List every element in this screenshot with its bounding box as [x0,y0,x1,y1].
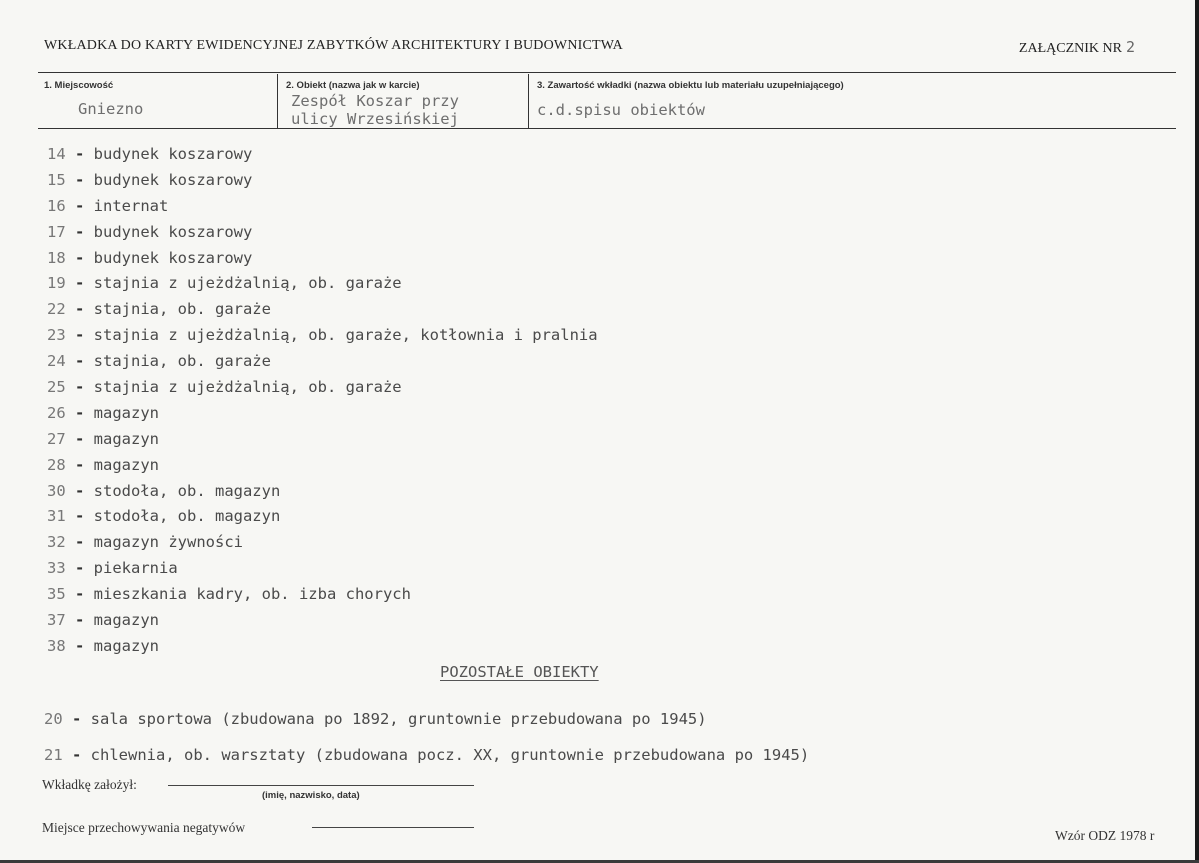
dash-separator: - [65,196,94,215]
object-list [47,142,598,660]
dash-separator: - [65,145,94,163]
object-description: magazyn [93,403,159,422]
dash-separator: - [65,300,94,319]
field-divider-1 [277,74,278,128]
object-label: 2. Obiekt (nazwa jak w karcie) [286,80,420,91]
dash-separator: - [65,403,94,422]
object-description: magazyn [93,455,159,474]
negatives-line [312,827,474,828]
object-description: stajnia z ujeżdżalnią, ob. garaże, kotłownia i pralnia [93,326,598,345]
list-item [47,479,598,505]
dash-separator: - [62,710,91,728]
content-value: c.d.spisu obiektów [537,101,705,119]
object-description: budynek koszarowy [93,222,253,241]
object-number: 31 [47,507,66,526]
other-objects-list [44,701,809,773]
header-bottom-rule [38,128,1176,129]
object-description: budynek koszarowy [93,248,253,267]
list-item [47,297,598,323]
object-description: stajnia z ujeżdżalnią, ob. garaże [93,274,402,293]
dash-separator: - [65,507,94,526]
list-item [47,556,598,582]
dash-separator: - [65,533,94,552]
list-item [47,375,598,401]
object-number: 23 [47,326,66,345]
created-by-line [168,785,474,786]
dash-separator: - [65,248,94,267]
object-number: 18 [47,248,66,267]
object-number: 21 [44,746,63,764]
object-number: 37 [47,611,66,630]
list-item [47,453,598,479]
dash-separator: - [65,222,94,241]
object-value-line2: ulicy Wrzesińskiej [291,110,459,128]
list-item [47,142,598,168]
dash-separator: - [62,746,91,764]
list-item [47,504,598,530]
object-number: 16 [47,196,66,215]
dash-separator: - [65,352,94,371]
object-number: 38 [47,636,66,655]
other-objects-title: POZOSTAŁE OBIEKTY [440,663,599,681]
object-number: 26 [47,403,66,422]
list-item [47,168,598,194]
field-divider-2 [528,74,529,128]
content-label: 3. Zawartość wkładki (nazwa obiektu lub materiału uzupełniającego) [537,80,844,91]
object-number: 30 [47,481,66,500]
dash-separator: - [65,611,94,630]
negatives-label: Miejsce przechowywania negatywów [42,820,246,835]
object-description: stajnia, ob. garaże [93,352,271,371]
annex-label [1019,38,1135,57]
created-by-hint: (imię, nazwisko, data) [262,790,360,801]
dash-separator: - [65,326,94,345]
object-description: stajnia z ujeżdżalnią, ob. garaże [93,378,402,397]
card-title: WKŁADKA DO KARTY EWIDENCYJNEJ ZABYTKÓW ARCHITEKTURY I BUDOWNICTWA [44,38,623,53]
list-item [47,582,598,608]
object-description: sala sportowa (zbudowana po 1892, gruntownie przebudowana po 1945) [90,710,707,728]
location-value: Gniezno [78,100,144,118]
list-item [47,323,598,349]
object-description: magazyn żywności [93,533,243,552]
object-description: piekarnia [93,559,178,578]
created-by-label: Wkładkę założył: [42,777,137,792]
object-description: budynek koszarowy [93,145,253,163]
list-item [47,271,598,297]
list-item [44,701,809,737]
list-item [47,246,598,272]
list-item [47,530,598,556]
form-code: Wzór ODZ 1978 r [1055,828,1155,843]
dash-separator: - [65,455,94,474]
object-number: 33 [47,559,66,578]
object-description: magazyn [93,636,159,655]
object-number: 17 [47,222,66,241]
object-description: stodoła, ob. magazyn [93,481,281,500]
object-description: mieszkania kadry, ob. izba chorych [93,585,411,604]
list-item [47,427,598,453]
dash-separator: - [65,274,94,293]
list-item [44,737,809,773]
object-description: budynek koszarowy [93,170,253,189]
dash-separator: - [65,636,94,655]
object-description: internat [93,196,169,215]
list-item [47,349,598,375]
object-value-line1: Zespół Koszar przy [291,92,459,110]
dash-separator: - [65,378,94,397]
object-number: 24 [47,352,66,371]
object-description: chlewnia, ob. warsztaty (zbudowana pocz. XX, gruntownie przebudowana po 1945) [90,746,810,764]
dash-separator: - [65,429,94,448]
object-description: magazyn [93,429,159,448]
object-number: 25 [47,378,66,397]
header-top-rule [38,72,1176,73]
dash-separator: - [65,481,94,500]
object-number: 28 [47,455,66,474]
object-number: 27 [47,429,66,448]
object-number: 35 [47,585,66,604]
dash-separator: - [65,585,94,604]
object-number: 14 [47,145,66,163]
list-item [47,401,598,427]
list-item [47,608,598,634]
list-item [47,220,598,246]
object-description: magazyn [93,611,159,630]
annex-number: 2 [1125,38,1135,56]
dash-separator: - [65,559,94,578]
annex-label-text: ZAŁĄCZNIK NR [1018,41,1122,56]
location-label: 1. Miejscowość [44,80,114,91]
object-number: 19 [47,274,66,293]
object-description: stajnia, ob. garaże [93,300,271,319]
object-number: 22 [47,300,66,319]
list-item [47,634,598,660]
object-number: 15 [47,170,66,189]
object-number: 20 [44,710,63,728]
object-number: 32 [47,533,66,552]
card-edge-right [1195,0,1199,863]
dash-separator: - [65,170,94,189]
list-item [47,194,598,220]
object-description: stodoła, ob. magazyn [93,507,281,526]
